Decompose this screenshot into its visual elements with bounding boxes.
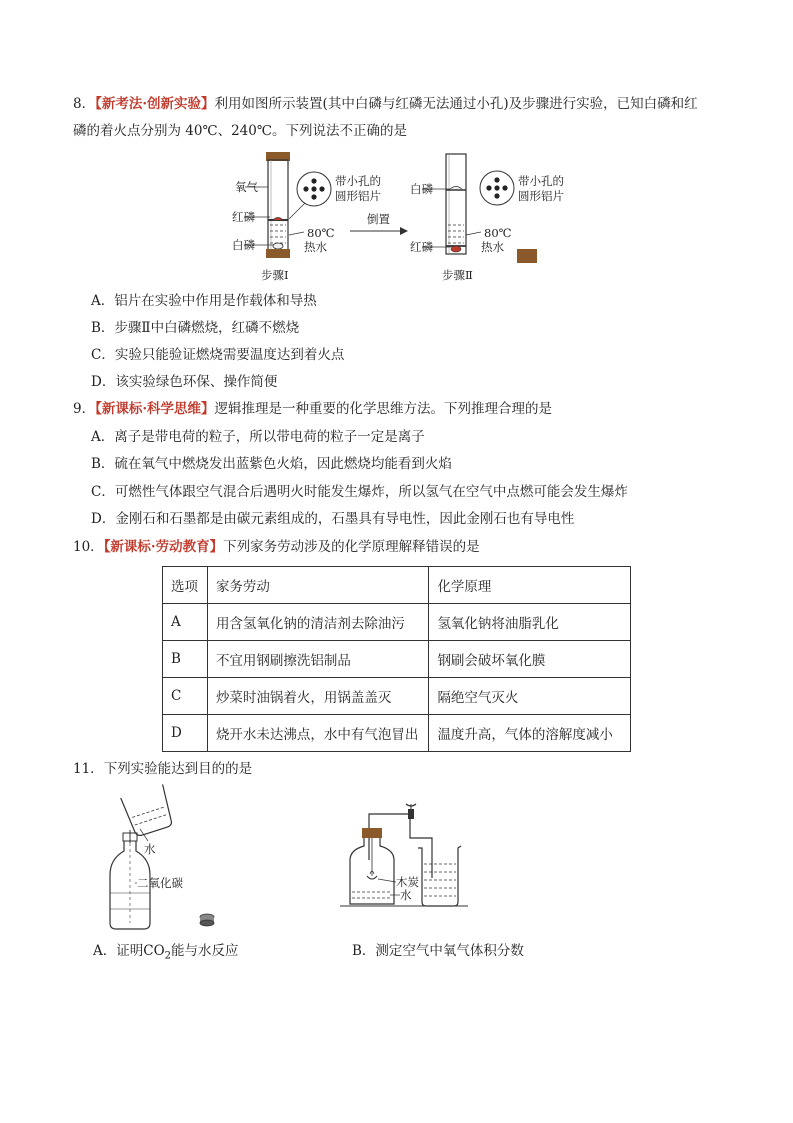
step2-water-label: 热水 bbox=[481, 240, 504, 254]
step2-water-temp: 80℃ bbox=[484, 226, 512, 240]
table-cell: 氢氧化钠将油脂乳化 bbox=[429, 604, 631, 641]
step1-label-white-p: 白磷 bbox=[232, 238, 255, 252]
table-cell: 隔绝空气灭火 bbox=[429, 678, 631, 715]
figa-water-label: 水 bbox=[144, 842, 156, 856]
q11-option-b: B．测定空气中氧气体积分数 bbox=[352, 943, 524, 959]
q8-option-b: B．步骤Ⅱ中白磷燃烧，红磷不燃烧 bbox=[91, 320, 300, 336]
q11-stem-text: 下列实验能达到目的的是 bbox=[103, 761, 253, 777]
table-cell: D bbox=[163, 715, 208, 752]
q11-option-a bbox=[93, 941, 239, 967]
q9-option-b: B．硫在氧气中燃烧发出蓝紫色火焰，因此燃烧均能看到火焰 bbox=[91, 456, 452, 472]
q10-stem-text: 下列家务劳动涉及的化学原理解释错误的是 bbox=[223, 539, 480, 555]
table-row bbox=[163, 604, 631, 641]
table-cell: A bbox=[163, 604, 208, 641]
q10-number: 10． bbox=[73, 539, 104, 555]
step2-label-red-p: 红磷 bbox=[410, 240, 433, 254]
step2-disk-label1: 带小孔的 bbox=[518, 174, 564, 188]
q8-figure bbox=[0, 145, 793, 295]
table-cell: 炒菜时油锅着火，用锅盖盖灭 bbox=[207, 678, 429, 715]
table-cell: 钢刷会破坏氧化膜 bbox=[429, 641, 631, 678]
step1-label-oxygen: 氧气 bbox=[235, 180, 258, 194]
step2-label-white-p: 白磷 bbox=[410, 182, 433, 196]
q11-figure-a bbox=[90, 783, 290, 933]
table-cell: C bbox=[163, 678, 208, 715]
step2-disk-label2: 圆形铝片 bbox=[518, 189, 564, 203]
figb-charcoal-label: 木炭 bbox=[396, 875, 419, 889]
q9-option-c: C．可燃性气体跟空气混合后遇明火时能发生爆炸，所以氢气在空气中点燃可能会发生爆炸 bbox=[91, 484, 628, 500]
q11-option-a-suffix: 能与水反应 bbox=[171, 943, 239, 959]
arrow-label: 倒置 bbox=[367, 212, 390, 226]
pouring-beaker bbox=[121, 784, 176, 838]
step1-white-phosphorus bbox=[273, 243, 283, 249]
q8-stem-line1 bbox=[73, 94, 698, 114]
q8-number: 8． bbox=[73, 96, 96, 112]
step2-white-phosphorus bbox=[450, 187, 462, 190]
table-cell: 温度升高，气体的溶解度减小 bbox=[429, 715, 631, 752]
water-beaker bbox=[418, 846, 461, 906]
table-row bbox=[163, 715, 631, 752]
q8-option-a: A．铝片在实验中作用是作载体和导热 bbox=[91, 293, 317, 309]
q9-stem bbox=[73, 399, 552, 419]
step1-caption: 步骤Ⅰ bbox=[261, 268, 289, 282]
table-header-row bbox=[163, 567, 631, 604]
step2-water bbox=[448, 225, 464, 243]
table-cell: 烧开水未达沸点，水中有气泡冒出 bbox=[207, 715, 429, 752]
step1-water bbox=[270, 225, 286, 243]
q10-stem bbox=[73, 537, 480, 557]
table-header-cell: 选项 bbox=[163, 567, 208, 604]
q10-table bbox=[162, 566, 631, 752]
q8-tag: 【新考法·创新实验】 bbox=[95, 96, 215, 112]
step1-disk-label2: 圆形铝片 bbox=[335, 189, 381, 203]
table-header-cell: 化学原理 bbox=[429, 567, 631, 604]
step1-label-red-p: 红磷 bbox=[232, 210, 255, 224]
q11-option-a-sub: 2 bbox=[164, 950, 172, 962]
step1-apparatus bbox=[232, 152, 381, 282]
q9-option-d: D．金刚石和石墨都是由碳元素组成的，石墨具有导电性，因此金刚石也有导电性 bbox=[91, 511, 575, 527]
step1-water-temp: 80℃ bbox=[307, 226, 335, 240]
step2-apparatus bbox=[410, 154, 564, 282]
step1-disk-label1: 带小孔的 bbox=[335, 174, 381, 188]
q11-option-a-prefix: A．证明CO bbox=[93, 943, 165, 959]
q11-number: 11． bbox=[73, 761, 104, 777]
table-row bbox=[163, 641, 631, 678]
step2-caption: 步骤Ⅱ bbox=[442, 268, 473, 282]
spring-clamp bbox=[406, 804, 416, 819]
step2-red-phosphorus bbox=[451, 246, 461, 252]
q10-tag: 【新课标·劳动教育】 bbox=[103, 539, 224, 555]
q9-tag: 【新课标·科学思维】 bbox=[95, 401, 215, 417]
table-cell: 不宜用钢刷擦洗铝制品 bbox=[207, 641, 429, 678]
gas-jar bbox=[350, 828, 394, 904]
q9-option-a: A．离子是带电荷的粒子，所以带电荷的粒子一定是离子 bbox=[91, 429, 425, 445]
table-cell: 用含氢氧化钠的清洁剂去除油污 bbox=[207, 604, 429, 641]
q9-stem-text: 逻辑推理是一种重要的化学思维方法。下列推理合理的是 bbox=[214, 401, 553, 417]
figa-co2-label: 二氧化碳 bbox=[137, 876, 183, 890]
q8-option-c: C．实验只能验证燃烧需要温度达到着火点 bbox=[91, 347, 345, 363]
step1-red-phosphorus bbox=[273, 218, 283, 221]
figb-water-label: 水 bbox=[400, 888, 412, 902]
table-cell: B bbox=[163, 641, 208, 678]
q11-figure-b bbox=[340, 790, 500, 930]
step1-bottom-stopper bbox=[266, 249, 290, 258]
bottle-cap bbox=[200, 914, 214, 926]
q8-stem-text1: 利用如图所示装置(其中白磷与红磷无法通过小孔)及步骤进行实验，已知白磷和红 bbox=[214, 96, 698, 112]
invert-arrow bbox=[350, 212, 408, 235]
q9-number: 9． bbox=[73, 401, 96, 417]
step2-stopper-block bbox=[517, 249, 537, 263]
table-header-cell: 家务劳动 bbox=[207, 567, 429, 604]
q8-stem-line2: 磷的着火点分别为 40℃、240℃。下列说法不正确的是 bbox=[73, 123, 407, 139]
table-row bbox=[163, 678, 631, 715]
step1-water-label: 热水 bbox=[304, 240, 327, 254]
q11-stem bbox=[73, 759, 252, 779]
q8-option-d: D．该实验绿色环保、操作简便 bbox=[91, 374, 278, 390]
